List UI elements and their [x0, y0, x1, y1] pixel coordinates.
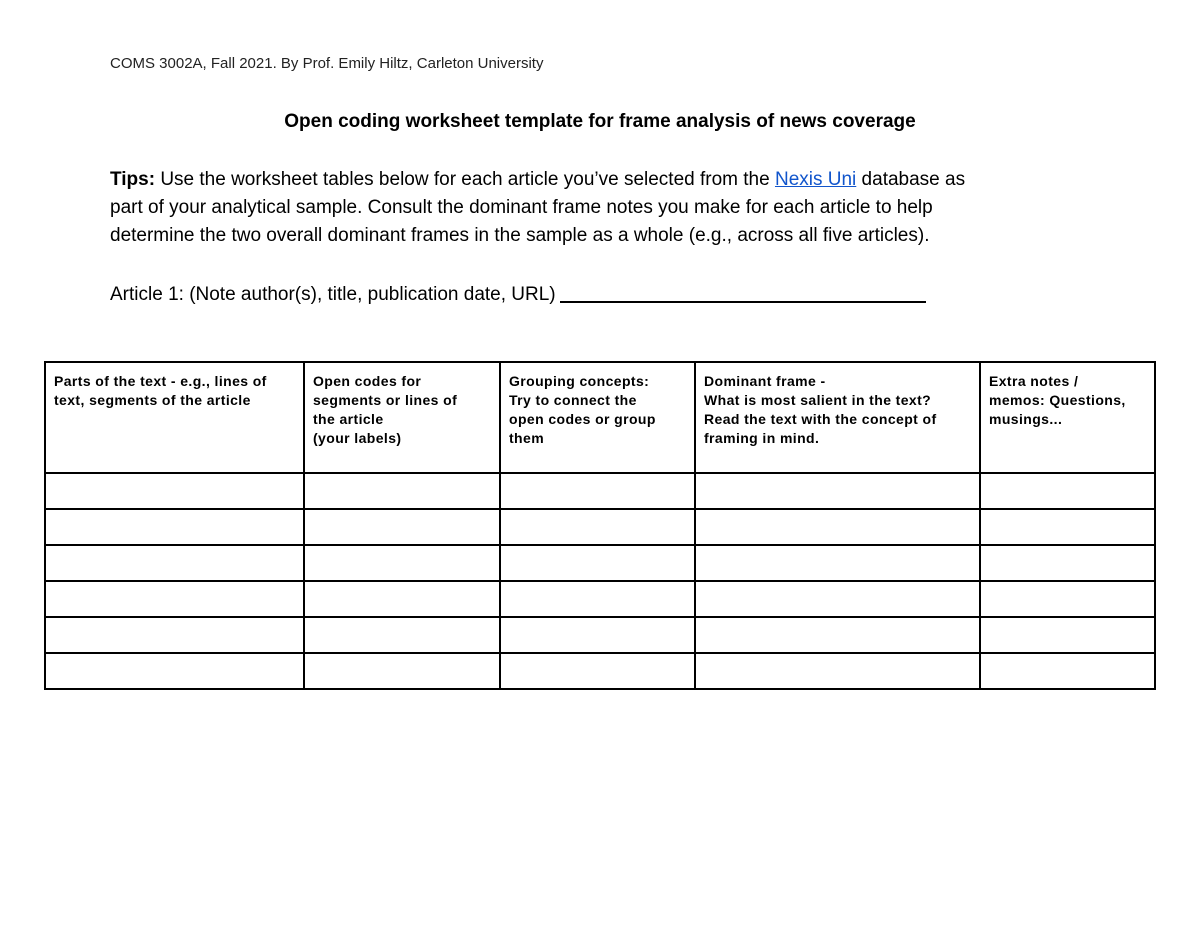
tips-text-before-link: Use the worksheet tables below for each article you’ve selected from the [155, 169, 775, 190]
header-line: Extra notes / [989, 373, 1079, 389]
course-header: COMS 3002A, Fall 2021. By Prof. Emily Hiltz, Carleton University [110, 55, 544, 72]
table-cell[interactable] [304, 509, 500, 545]
header-line: What is most salient in the text? [704, 392, 932, 408]
table-cell[interactable] [980, 473, 1155, 509]
table-body [45, 473, 1155, 689]
table-cell[interactable] [45, 653, 304, 689]
table-cell[interactable] [695, 581, 980, 617]
tips-text-after-link: database as [856, 169, 966, 190]
table-cell[interactable] [45, 473, 304, 509]
table-cell[interactable] [500, 545, 695, 581]
table-cell[interactable] [304, 545, 500, 581]
table-cell[interactable] [45, 545, 304, 581]
header-line: text, segments of the article [54, 392, 251, 408]
tips-label: Tips: [110, 169, 156, 190]
table-cell[interactable] [695, 473, 980, 509]
table-row [45, 581, 1155, 617]
article-1-blank-field[interactable] [560, 282, 926, 303]
table-cell[interactable] [500, 617, 695, 653]
coding-worksheet-table [44, 361, 1156, 690]
header-line: Parts of the text - e.g., lines of [54, 373, 267, 389]
table-row [45, 473, 1155, 509]
header-grouping-concepts [500, 362, 695, 473]
table-cell[interactable] [695, 653, 980, 689]
header-line: Dominant frame - [704, 373, 826, 389]
tips-line-2: part of your analytical sample. Consult the dominant frame notes you make for each article to help [110, 197, 933, 218]
document-title: Open coding worksheet template for frame analysis of news coverage [284, 111, 916, 132]
header-parts-of-text [45, 362, 304, 473]
header-line: Read the text with the concept of [704, 411, 937, 427]
table-row [45, 653, 1155, 689]
header-extra-notes [980, 362, 1155, 473]
tips-paragraph [110, 166, 1100, 250]
header-dominant-frame [695, 362, 980, 473]
header-line: musings... [989, 411, 1063, 427]
table-cell[interactable] [695, 545, 980, 581]
table-cell[interactable] [980, 617, 1155, 653]
table-cell[interactable] [304, 473, 500, 509]
table-cell[interactable] [45, 581, 304, 617]
header-line: Open codes for [313, 373, 422, 389]
tips-line-1 [110, 166, 1100, 194]
header-line: them [509, 430, 545, 446]
header-open-codes [304, 362, 500, 473]
table-cell[interactable] [500, 581, 695, 617]
header-line: open codes or group [509, 411, 656, 427]
table-cell[interactable] [304, 653, 500, 689]
table-cell[interactable] [500, 509, 695, 545]
header-line: Grouping concepts: [509, 373, 650, 389]
table-cell[interactable] [500, 653, 695, 689]
table-cell[interactable] [980, 509, 1155, 545]
table-cell[interactable] [980, 581, 1155, 617]
table-cell[interactable] [45, 509, 304, 545]
tips-line-3: determine the two overall dominant frames in the sample as a whole (e.g., across all five articles). [110, 225, 930, 246]
table-cell[interactable] [695, 617, 980, 653]
table-row [45, 545, 1155, 581]
header-line: framing in mind. [704, 430, 820, 446]
article-1-label: Article 1: (Note author(s), title, publication date, URL) [110, 284, 556, 305]
header-line: memos: Questions, [989, 392, 1126, 408]
table-cell[interactable] [695, 509, 980, 545]
article-1-prompt [110, 279, 926, 306]
header-line: segments or lines of [313, 392, 458, 408]
table-row [45, 617, 1155, 653]
table-cell[interactable] [500, 473, 695, 509]
header-line: (your labels) [313, 430, 402, 446]
table-cell[interactable] [45, 617, 304, 653]
table-row [45, 509, 1155, 545]
table-cell[interactable] [980, 653, 1155, 689]
header-line: the article [313, 411, 384, 427]
table-cell[interactable] [304, 617, 500, 653]
table-header-row [45, 362, 1155, 473]
header-line: Try to connect the [509, 392, 637, 408]
nexis-uni-link[interactable]: Nexis Uni [774, 169, 857, 190]
table-cell[interactable] [980, 545, 1155, 581]
table-cell[interactable] [304, 581, 500, 617]
